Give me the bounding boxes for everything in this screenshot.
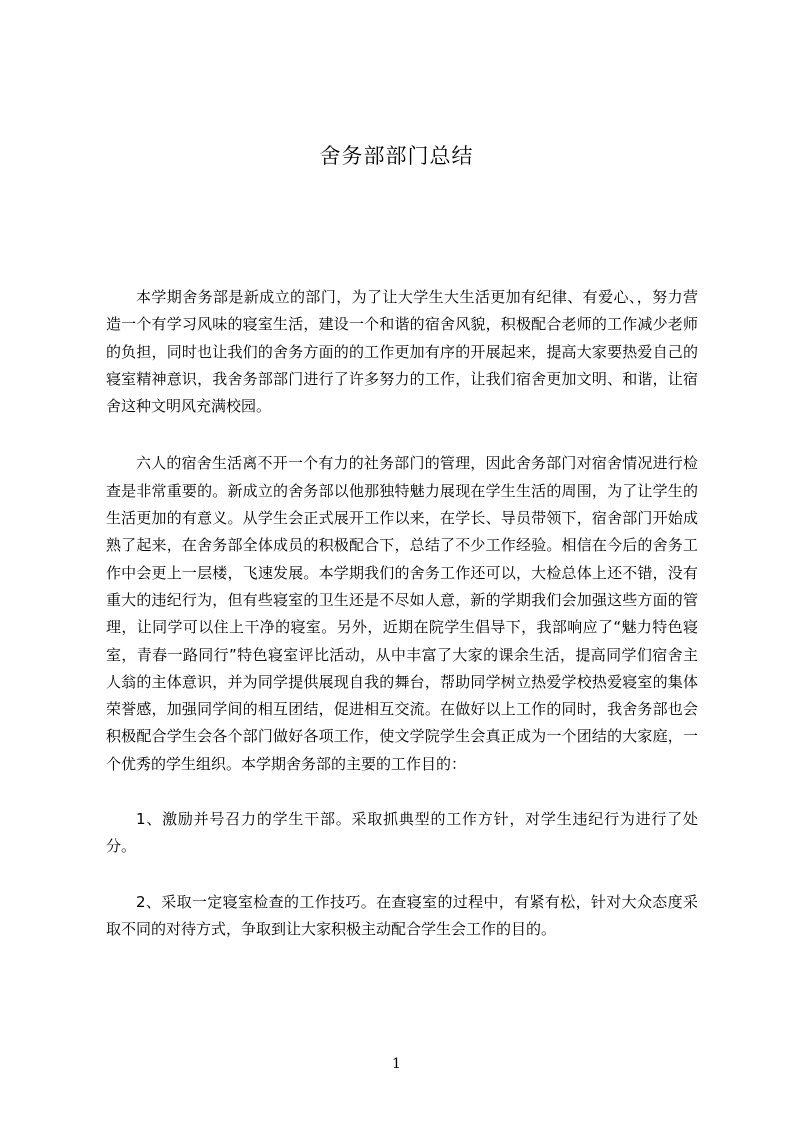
- document-body: [106, 284, 698, 973]
- paragraph-item-2: 2、采取一定寝室检查的工作技巧。在查寝室的过程中，有紧有松，针对大众态度采取不同的对待方式，争取到让大家积极主动配合学生会工作的目的。: [106, 892, 698, 938]
- paragraph-intro: 本学期舍务部是新成立的部门，为了让大学生大生活更加有纪律、有爱心、，努力营造一个有学习风味的寝室生活，建设一个和谐的宿舍风貌，积极配合老师的工作减少老师的负担，同时也让我们的舍务方面的的工作更加有序的开展起来，提高大家要热爱自己的寝室精神意识，我舍务部部门进行了许多努力的工作，让我们宿舍更加文明、和谐，让宿舍这种文明风充满校园。: [106, 288, 698, 416]
- paragraph-item-1: 1、激励并号召力的学生干部。采取抓典型的工作方针，对学生违纪行为进行了处分。: [106, 810, 698, 856]
- page-number: 1: [392, 1056, 401, 1072]
- page-title: 舍务部部门总结: [319, 144, 474, 168]
- paragraph-main: 六人的宿舍生活离不开一个有力的社务部门的管理，因此舍务部门对宿舍情况进行检查是非常重要的。新成立的舍务部以他那独特魅力展现在学生生活的周围，为了让学生的生活更加的有意义。从学生会正式展开工作以来，在学长、导员带领下，宿舍部门开始成熟了起来，在舍务部全体成员的积极配合下，总结了不少工作经验。相信在今后的舍务工作中会更上一层楼，飞速发展。本学期我们的舍务工作还可以，大检总体上还不错，没有重大的违纪行为，但有些寝室的卫生还是不尽如人意，新的学期我们会加强这些方面的管理，让同学可以住上干净的寝室。另外，近期在院学生倡导下，我部响应了“魅力特色寝室，青春一路同行”特色寝室评比活动，从中丰富了大家的课余生活，提高同学们宿舍主人翁的主体意识，并为同学提供展现自我的舞台，帮助同学树立热爱学校热爱寝室的集体荣誉感，加强同学间的相互团结，促进相互交流。在做好以上工作的同时，我舍务部也会积极配合学生会各个部门做好各项工作，使文学院学生会真正成为一个团结的大家庭，一个优秀的学生组织。本学期舍务部的主要的工作目的：: [106, 454, 698, 773]
